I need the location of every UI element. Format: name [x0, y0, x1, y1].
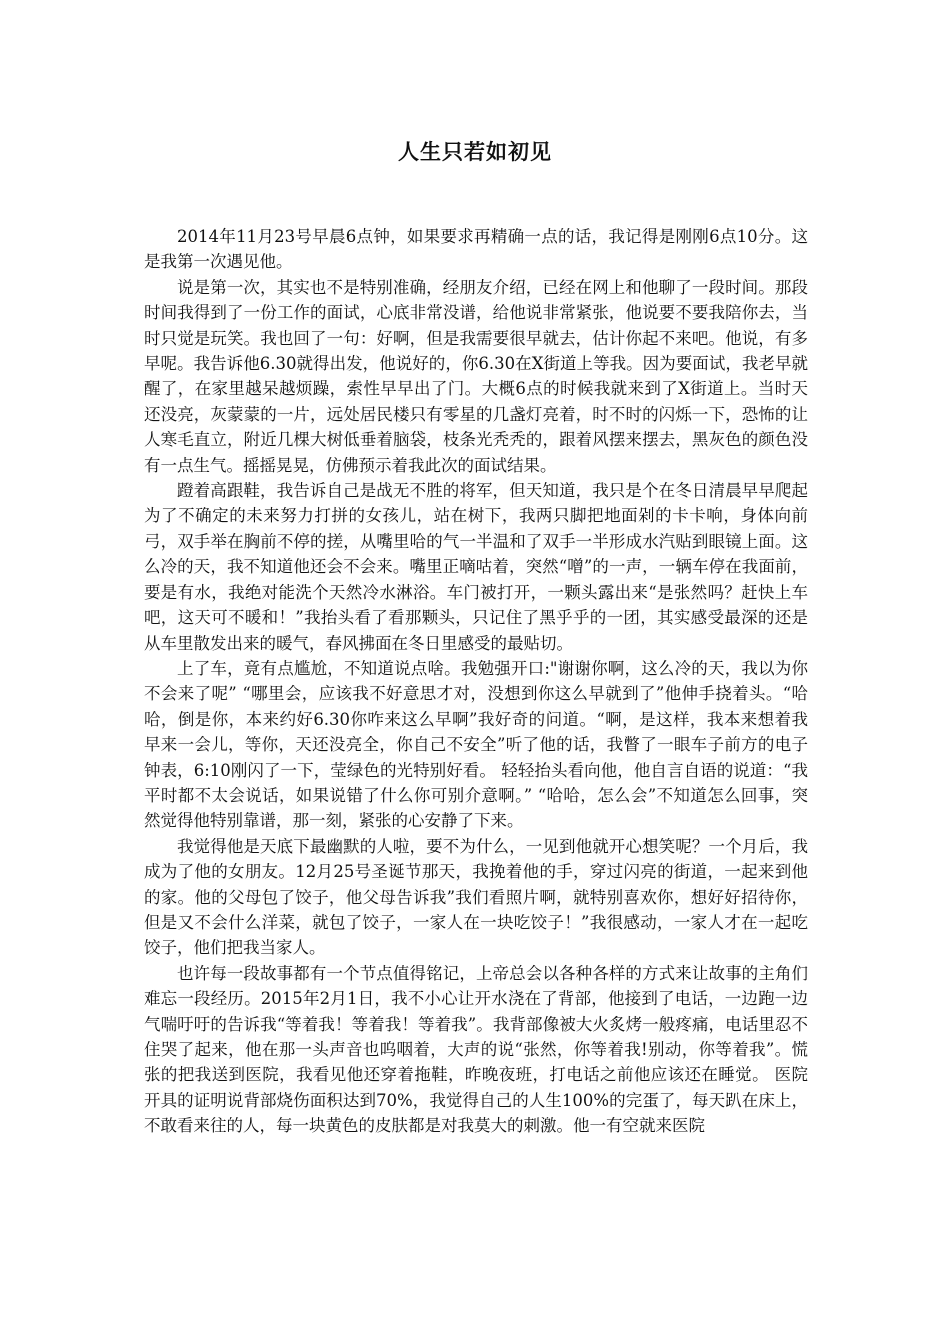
paragraph: 2014年11月23号早晨6点钟，如果要求再精确一点的话，我记得是刚刚6点10分。这是我第一次遇见他。	[144, 227, 808, 272]
page-title: 人生只若如初见	[398, 139, 552, 164]
paragraph: 说是第一次，其实也不是特别准确，经朋友介绍，已经在网上和他聊了一段时间。那段时间我得到了一份工作的面试，心底非常没谱，给他说非常紧张，他说要不要我陪你去，当时只觉是玩笑。我也回了一句：好啊，但是我需要很早就去，估计你起不来吧。他说，有多早呢。我告诉他6.30就得出发，他说好的，你6.30在X街道上等我。因为要面试，我老早就醒了，在家里越呆越烦躁，索性早早出了门。大概6点的时候我就来到了X街道上。当时天还没亮，灰蒙蒙的一片，远处居民楼只有零星的几盏灯亮着，时不时的闪烁一下，恐怖的让人寒毛直立，附近几棵大树低垂着脑袋，枝条光秃秃的，跟着风摆来摆去，黑灰色的颜色没有一点生气。摇摇晃晃，仿佛预示着我此次的面试结果。	[144, 277, 808, 475]
paragraph: 蹬着高跟鞋，我告诉自己是战无不胜的将军，但天知道，我只是个在冬日清晨早早爬起为了不确定的未来努力打拼的女孩儿，站在树下，我两只脚把地面剁的卡卡响，身体向前弓，双手举在胸前不停的搓，从嘴里哈的气一半温和了双手一半形成水汽贴到眼镜上面。这么冷的天，我不知道他还会不会来。嘴里正嘀咕着，突然“噌”的一声，一辆车停在我面前，要是有水，我绝对能洗个天然冷水淋浴。车门被打开，一颗头露出来“是张然吗？赶快上车吧，这天可不暖和！”我抬头看了看那颗头，只记住了黑乎乎的一团，其实感受最深的还是从车里散发出来的暖气，春风拂面在冬日里感受的最贴切。	[144, 481, 808, 653]
paragraph: 我觉得他是天底下最幽默的人啦，要不为什么，一见到他就开心想笑呢？一个月后，我成为了他的女朋友。12月25号圣诞节那天，我挽着他的手，穿过闪亮的街道，一起来到他的家。他的父母包了饺子，他父母告诉我”我们看照片啊，就特别喜欢你，想好好招待你，但是又不会什么洋菜，就包了饺子，一家人在一块吃饺子！”我很感动，一家人才在一起吃饺子，他们把我当家人。	[144, 836, 808, 958]
paragraph: 也许每一段故事都有一个节点值得铭记，上帝总会以各种各样的方式来让故事的主角们难忘一段经历。2015年2月1日，我不小心让开水浇在了背部，他接到了电话，一边跑一边气喘吁吁的告诉我“等着我！等着我！等着我”。我背部像被大火炙烤一般疼痛，电话里忍不住哭了起来，他在那一头声音也呜咽着，大声的说“张然，你等着我!别动，你等着我”。慌张的把我送到医院，我看见他还穿着拖鞋，昨晚夜班，打电话之前他应该还在睡觉。 医院开具的证明说背部烧伤面积达到70%，我觉得自己的人生100%的完蛋了，每天趴在床上，不敢看来往的人，每一块黄色的皮肤都是对我莫大的刺激。他一有空就来医院	[144, 963, 808, 1136]
document-body	[144, 224, 808, 1139]
paragraph: 上了车，竟有点尴尬，不知道说点啥。我勉强开口:"谢谢你啊，这么冷的天，我以为你不会来了呢” “哪里会，应该我不好意思才对，没想到你这么早就到了”他伸手挠着头。“哈哈，倒是你，本来约好6.30你咋来这么早啊”我好奇的问道。“啊，是这样，我本来想着我早来一会儿，等你，天还没亮全，你自己不安全”听了他的话，我瞥了一眼车子前方的电子钟表，6:10刚闪了一下，莹绿色的光特别好看。 轻轻抬头看向他，他自言自语的说道：“我平时都不太会说话，如果说错了什么你可别介意啊。” “哈哈，怎么会”不知道怎么回事，突然觉得他特别靠谱，那一刻，紧张的心安静了下来。	[144, 658, 808, 831]
